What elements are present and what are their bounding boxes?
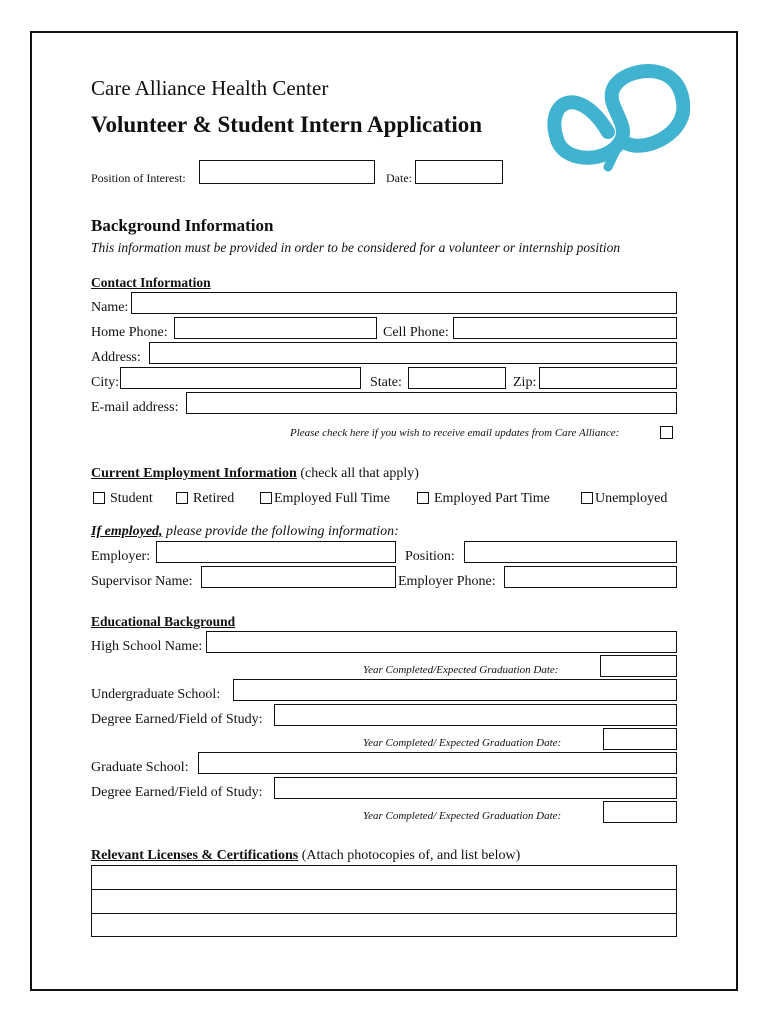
education-heading: Educational Background <box>91 614 236 629</box>
unemployed-checkbox[interactable] <box>581 492 593 504</box>
supervisor-label: Supervisor Name: <box>91 574 193 589</box>
hs-year-label: Year Completed/Expected Graduation Date: <box>363 664 559 676</box>
address-label: Address: <box>91 350 141 365</box>
email-label: E-mail address: <box>91 400 179 415</box>
high-school-label: High School Name: <box>91 639 203 654</box>
grad-year-label: Year Completed/ Expected Graduation Date: <box>363 810 562 822</box>
grad-degree-label: Degree Earned/Field of Study: <box>91 785 263 800</box>
high-school-field[interactable] <box>206 631 677 653</box>
email-updates-checkbox[interactable] <box>660 426 673 439</box>
state-label: State: <box>370 375 402 390</box>
licenses-heading-row <box>91 848 520 864</box>
employment-heading-note: (check all that apply) <box>300 466 419 481</box>
if-employed-rest: please provide the following information: <box>162 524 399 539</box>
org-name: Care Alliance Health Center <box>91 76 329 100</box>
employed-part-time-checkbox[interactable] <box>417 492 429 504</box>
zip-field[interactable] <box>539 367 677 389</box>
if-employed-note <box>91 524 399 540</box>
home-phone-label: Home Phone: <box>91 325 168 340</box>
home-phone-field[interactable] <box>174 317 377 339</box>
grad-degree-field[interactable] <box>274 777 677 799</box>
hs-year-field[interactable] <box>600 655 677 677</box>
supervisor-field[interactable] <box>201 566 396 588</box>
city-field[interactable] <box>120 367 361 389</box>
licenses-note: (Attach photocopies of, and list below) <box>301 848 521 863</box>
retired-label: Retired <box>193 491 235 506</box>
employed-part-time-label: Employed Part Time <box>434 491 550 506</box>
date-field[interactable] <box>415 160 503 184</box>
position-of-interest-label: Position of Interest: <box>91 171 186 185</box>
unemployed-label: Unemployed <box>595 491 668 506</box>
undergrad-degree-label: Degree Earned/Field of Study: <box>91 712 263 727</box>
employment-heading-row <box>91 466 419 482</box>
date-label: Date: <box>386 171 412 185</box>
email-updates-label: Please check here if you wish to receive email updates from Care Alliance: <box>290 427 620 439</box>
position-field[interactable] <box>464 541 677 563</box>
employer-field[interactable] <box>156 541 396 563</box>
background-heading: Background Information <box>91 216 274 235</box>
undergrad-field[interactable] <box>233 679 677 701</box>
form-title: Volunteer & Student Intern Application <box>91 112 483 137</box>
employer-phone-label: Employer Phone: <box>398 574 496 589</box>
licenses-row-1[interactable] <box>92 866 676 890</box>
employed-full-time-checkbox[interactable] <box>260 492 272 504</box>
grad-year-field[interactable] <box>603 801 677 823</box>
background-note: This information must be provided in order to be considered for a volunteer or internship position <box>91 240 621 255</box>
retired-checkbox[interactable] <box>176 492 188 504</box>
if-employed-bold: If employed, <box>91 524 163 539</box>
care-alliance-logo-icon <box>538 62 690 174</box>
employer-label: Employer: <box>91 549 151 564</box>
address-field[interactable] <box>149 342 677 364</box>
student-label: Student <box>110 491 153 506</box>
position-of-interest-field[interactable] <box>199 160 375 184</box>
employer-phone-field[interactable] <box>504 566 677 588</box>
licenses-row-3[interactable] <box>92 914 676 938</box>
cell-phone-label: Cell Phone: <box>383 325 449 340</box>
undergrad-label: Undergraduate School: <box>91 687 221 702</box>
city-label: City: <box>91 375 120 390</box>
licenses-heading: Relevant Licenses & Certifications <box>91 848 299 863</box>
grad-school-field[interactable] <box>198 752 677 774</box>
undergrad-year-label: Year Completed/ Expected Graduation Date: <box>363 737 562 749</box>
licenses-row-2[interactable] <box>92 890 676 914</box>
undergrad-degree-field[interactable] <box>274 704 677 726</box>
name-label: Name: <box>91 300 129 315</box>
grad-school-label: Graduate School: <box>91 760 189 775</box>
employment-heading: Current Employment Information <box>91 466 297 481</box>
state-field[interactable] <box>408 367 506 389</box>
contact-heading: Contact Information <box>91 275 211 290</box>
email-field[interactable] <box>186 392 677 414</box>
cell-phone-field[interactable] <box>453 317 677 339</box>
student-checkbox[interactable] <box>93 492 105 504</box>
undergrad-year-field[interactable] <box>603 728 677 750</box>
zip-label: Zip: <box>513 375 537 390</box>
employed-full-time-label: Employed Full Time <box>274 491 390 506</box>
name-field[interactable] <box>131 292 677 314</box>
position-label: Position: <box>405 549 455 564</box>
licenses-table <box>91 865 677 937</box>
